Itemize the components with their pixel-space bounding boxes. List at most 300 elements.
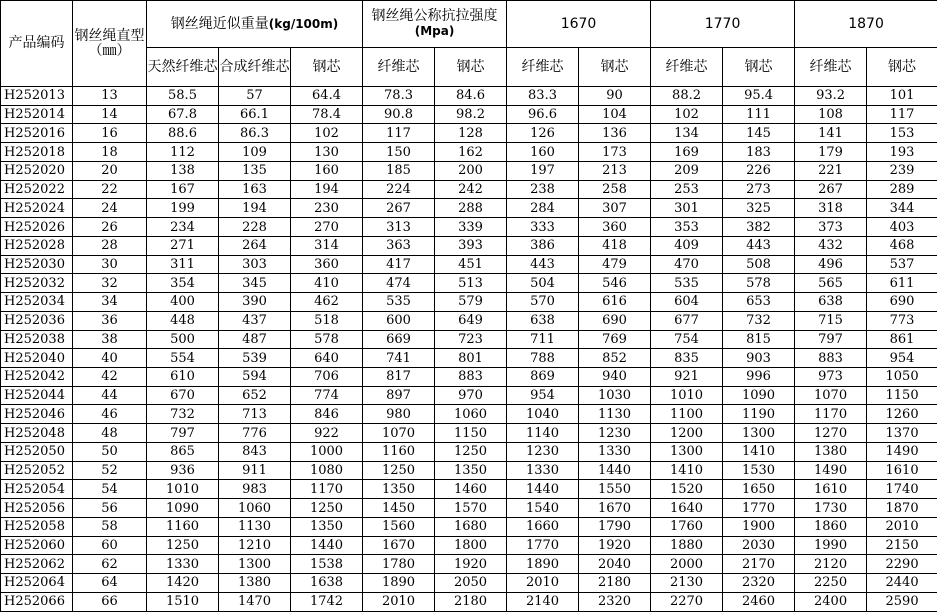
cell-grade1870-fiber: 883 <box>795 349 867 368</box>
cell-diameter: 54 <box>73 480 147 499</box>
cell-product-code: H252028 <box>1 236 73 255</box>
cell-grade1870-fiber: 797 <box>795 330 867 349</box>
table-row <box>1 293 937 312</box>
cell-weight-synthetic-fiber: 1300 <box>219 555 291 574</box>
cell-diameter: 60 <box>73 536 147 555</box>
table-body <box>1 87 937 612</box>
cell-grade1770-steel: 2030 <box>723 536 795 555</box>
cell-diameter: 62 <box>73 555 147 574</box>
cell-grade1670-steel: 1330 <box>579 442 651 461</box>
cell-product-code: H252050 <box>1 442 73 461</box>
cell-weight-steel: 462 <box>291 293 363 312</box>
cell-grade1870-fiber: 179 <box>795 143 867 162</box>
cell-weight-synthetic-fiber: 57 <box>219 87 291 106</box>
cell-product-code: H252030 <box>1 255 73 274</box>
cell-weight-synthetic-fiber: 303 <box>219 255 291 274</box>
cell-grade1770-steel: 2170 <box>723 555 795 574</box>
cell-grade1870-steel: 403 <box>867 218 937 237</box>
cell-weight-steel: 64.4 <box>291 87 363 106</box>
cell-product-code: H252026 <box>1 218 73 237</box>
cell-weight-steel: 846 <box>291 405 363 424</box>
cell-weight-synthetic-fiber: 228 <box>219 218 291 237</box>
cell-diameter: 58 <box>73 517 147 536</box>
cell-grade1770-fiber: 2130 <box>651 574 723 593</box>
cell-grade1870-steel: 690 <box>867 293 937 312</box>
cell-weight-synthetic-fiber: 911 <box>219 461 291 480</box>
cell-grade1770-fiber: 169 <box>651 143 723 162</box>
header-natural-fiber-core: 天然纤维芯 <box>147 48 219 87</box>
cell-weight-steel: 774 <box>291 386 363 405</box>
cell-strength-fiber: 1070 <box>363 424 435 443</box>
cell-grade1870-steel: 153 <box>867 124 937 143</box>
table-row <box>1 349 937 368</box>
cell-grade1870-fiber: 373 <box>795 218 867 237</box>
cell-weight-natural-fiber: 138 <box>147 161 219 180</box>
cell-grade1670-fiber: 160 <box>507 143 579 162</box>
cell-grade1770-steel: 2460 <box>723 592 795 611</box>
cell-grade1770-fiber: 1010 <box>651 386 723 405</box>
cell-grade1870-steel: 193 <box>867 143 937 162</box>
cell-weight-steel: 194 <box>291 180 363 199</box>
cell-weight-steel: 78.4 <box>291 105 363 124</box>
table-row <box>1 143 937 162</box>
cell-weight-synthetic-fiber: 390 <box>219 293 291 312</box>
cell-grade1770-fiber: 835 <box>651 349 723 368</box>
cell-grade1870-steel: 344 <box>867 199 937 218</box>
header-grade-1770: 1770 <box>651 1 795 48</box>
cell-grade1870-fiber: 1070 <box>795 386 867 405</box>
cell-weight-steel: 640 <box>291 349 363 368</box>
header-strength-group: 钢丝绳公称抗拉强度 (Mpa) <box>363 1 507 48</box>
cell-grade1770-steel: 1090 <box>723 386 795 405</box>
cell-weight-natural-fiber: 112 <box>147 143 219 162</box>
cell-strength-fiber: 1350 <box>363 480 435 499</box>
cell-product-code: H252036 <box>1 311 73 330</box>
header-steel-core: 钢芯 <box>867 48 937 87</box>
cell-grade1770-steel: 508 <box>723 255 795 274</box>
cell-product-code: H252048 <box>1 424 73 443</box>
cell-diameter: 22 <box>73 180 147 199</box>
cell-weight-synthetic-fiber: 345 <box>219 274 291 293</box>
cell-grade1670-fiber: 1540 <box>507 499 579 518</box>
cell-weight-synthetic-fiber: 776 <box>219 424 291 443</box>
cell-grade1870-fiber: 1170 <box>795 405 867 424</box>
cell-grade1770-steel: 1410 <box>723 442 795 461</box>
cell-grade1870-steel: 1370 <box>867 424 937 443</box>
cell-diameter: 18 <box>73 143 147 162</box>
cell-weight-natural-fiber: 448 <box>147 311 219 330</box>
cell-strength-fiber: 267 <box>363 199 435 218</box>
cell-grade1670-steel: 2320 <box>579 592 651 611</box>
cell-grade1770-fiber: 1300 <box>651 442 723 461</box>
cell-strength-fiber: 1560 <box>363 517 435 536</box>
cell-grade1770-fiber: 1880 <box>651 536 723 555</box>
cell-grade1670-steel: 136 <box>579 124 651 143</box>
cell-weight-synthetic-fiber: 1130 <box>219 517 291 536</box>
header-product-code: 产品编码 <box>1 1 73 87</box>
cell-weight-natural-fiber: 199 <box>147 199 219 218</box>
cell-weight-steel: 578 <box>291 330 363 349</box>
cell-grade1870-fiber: 496 <box>795 255 867 274</box>
cell-diameter: 28 <box>73 236 147 255</box>
cell-grade1870-fiber: 108 <box>795 105 867 124</box>
table-row <box>1 330 937 349</box>
cell-weight-synthetic-fiber: 86.3 <box>219 124 291 143</box>
cell-weight-steel: 922 <box>291 424 363 443</box>
header-fiber-core: 纤维芯 <box>507 48 579 87</box>
cell-grade1670-fiber: 1890 <box>507 555 579 574</box>
cell-diameter: 32 <box>73 274 147 293</box>
cell-product-code: H252042 <box>1 368 73 387</box>
cell-strength-steel: 393 <box>435 236 507 255</box>
cell-grade1770-fiber: 1100 <box>651 405 723 424</box>
cell-grade1770-steel: 1300 <box>723 424 795 443</box>
cell-diameter: 20 <box>73 161 147 180</box>
table-row <box>1 124 937 143</box>
cell-grade1870-steel: 2150 <box>867 536 937 555</box>
cell-grade1870-fiber: 221 <box>795 161 867 180</box>
cell-weight-synthetic-fiber: 594 <box>219 368 291 387</box>
cell-strength-steel: 200 <box>435 161 507 180</box>
cell-grade1670-fiber: 1770 <box>507 536 579 555</box>
cell-product-code: H252014 <box>1 105 73 124</box>
cell-grade1670-fiber: 333 <box>507 218 579 237</box>
cell-grade1770-fiber: 353 <box>651 218 723 237</box>
cell-grade1870-steel: 2290 <box>867 555 937 574</box>
table-row <box>1 87 937 106</box>
cell-strength-fiber: 2010 <box>363 592 435 611</box>
cell-grade1770-steel: 1900 <box>723 517 795 536</box>
cell-weight-steel: 230 <box>291 199 363 218</box>
cell-weight-natural-fiber: 234 <box>147 218 219 237</box>
cell-grade1670-fiber: 711 <box>507 330 579 349</box>
cell-grade1870-steel: 101 <box>867 87 937 106</box>
cell-strength-steel: 1800 <box>435 536 507 555</box>
cell-grade1670-fiber: 638 <box>507 311 579 330</box>
cell-weight-steel: 1538 <box>291 555 363 574</box>
cell-strength-fiber: 150 <box>363 143 435 162</box>
cell-grade1870-fiber: 2120 <box>795 555 867 574</box>
cell-grade1770-fiber: 409 <box>651 236 723 255</box>
cell-grade1670-steel: 418 <box>579 236 651 255</box>
cell-weight-steel: 1170 <box>291 480 363 499</box>
cell-strength-steel: 2050 <box>435 574 507 593</box>
cell-strength-fiber: 1670 <box>363 536 435 555</box>
cell-strength-steel: 162 <box>435 143 507 162</box>
cell-weight-natural-fiber: 797 <box>147 424 219 443</box>
cell-grade1670-fiber: 386 <box>507 236 579 255</box>
cell-grade1870-steel: 1740 <box>867 480 937 499</box>
table-row <box>1 442 937 461</box>
table-row <box>1 536 937 555</box>
cell-grade1770-fiber: 301 <box>651 199 723 218</box>
cell-strength-fiber: 1450 <box>363 499 435 518</box>
cell-grade1670-steel: 940 <box>579 368 651 387</box>
cell-product-code: H252038 <box>1 330 73 349</box>
cell-grade1870-fiber: 1270 <box>795 424 867 443</box>
cell-grade1770-steel: 95.4 <box>723 87 795 106</box>
cell-grade1770-steel: 578 <box>723 274 795 293</box>
cell-weight-synthetic-fiber: 652 <box>219 386 291 405</box>
cell-strength-fiber: 1780 <box>363 555 435 574</box>
cell-grade1770-fiber: 88.2 <box>651 87 723 106</box>
cell-grade1670-steel: 1030 <box>579 386 651 405</box>
cell-weight-natural-fiber: 500 <box>147 330 219 349</box>
cell-grade1870-steel: 861 <box>867 330 937 349</box>
cell-product-code: H252016 <box>1 124 73 143</box>
cell-strength-steel: 339 <box>435 218 507 237</box>
cell-grade1870-steel: 1870 <box>867 499 937 518</box>
cell-strength-steel: 1680 <box>435 517 507 536</box>
cell-weight-natural-fiber: 167 <box>147 180 219 199</box>
cell-grade1870-steel: 954 <box>867 349 937 368</box>
cell-strength-steel: 128 <box>435 124 507 143</box>
cell-grade1770-steel: 1650 <box>723 480 795 499</box>
cell-diameter: 44 <box>73 386 147 405</box>
cell-strength-steel: 1460 <box>435 480 507 499</box>
table-row <box>1 517 937 536</box>
cell-grade1870-steel: 2010 <box>867 517 937 536</box>
cell-weight-steel: 1350 <box>291 517 363 536</box>
table-row <box>1 161 937 180</box>
cell-grade1670-steel: 2180 <box>579 574 651 593</box>
cell-grade1670-fiber: 443 <box>507 255 579 274</box>
cell-grade1670-fiber: 83.3 <box>507 87 579 106</box>
cell-grade1670-steel: 2040 <box>579 555 651 574</box>
cell-diameter: 38 <box>73 330 147 349</box>
cell-grade1770-steel: 815 <box>723 330 795 349</box>
cell-strength-fiber: 897 <box>363 386 435 405</box>
cell-strength-fiber: 669 <box>363 330 435 349</box>
table-row <box>1 274 937 293</box>
cell-product-code: H252034 <box>1 293 73 312</box>
table-row <box>1 236 937 255</box>
cell-diameter: 46 <box>73 405 147 424</box>
cell-grade1870-steel: 2440 <box>867 574 937 593</box>
cell-grade1870-fiber: 318 <box>795 199 867 218</box>
cell-diameter: 16 <box>73 124 147 143</box>
cell-grade1770-steel: 145 <box>723 124 795 143</box>
cell-diameter: 66 <box>73 592 147 611</box>
cell-diameter: 42 <box>73 368 147 387</box>
cell-product-code: H252040 <box>1 349 73 368</box>
cell-weight-synthetic-fiber: 66.1 <box>219 105 291 124</box>
cell-grade1770-steel: 183 <box>723 143 795 162</box>
cell-weight-synthetic-fiber: 539 <box>219 349 291 368</box>
cell-strength-fiber: 1250 <box>363 461 435 480</box>
cell-grade1870-fiber: 1380 <box>795 442 867 461</box>
cell-product-code: H252056 <box>1 499 73 518</box>
cell-diameter: 13 <box>73 87 147 106</box>
cell-diameter: 48 <box>73 424 147 443</box>
cell-grade1670-fiber: 1230 <box>507 442 579 461</box>
cell-grade1670-steel: 104 <box>579 105 651 124</box>
cell-weight-synthetic-fiber: 713 <box>219 405 291 424</box>
cell-grade1670-steel: 546 <box>579 274 651 293</box>
cell-grade1670-fiber: 2010 <box>507 574 579 593</box>
cell-grade1670-fiber: 504 <box>507 274 579 293</box>
cell-strength-fiber: 224 <box>363 180 435 199</box>
cell-weight-steel: 1440 <box>291 536 363 555</box>
cell-product-code: H252032 <box>1 274 73 293</box>
cell-grade1670-steel: 1550 <box>579 480 651 499</box>
cell-strength-fiber: 1890 <box>363 574 435 593</box>
cell-grade1670-steel: 1230 <box>579 424 651 443</box>
cell-grade1870-fiber: 2400 <box>795 592 867 611</box>
table-row <box>1 499 937 518</box>
cell-strength-fiber: 600 <box>363 311 435 330</box>
cell-grade1670-fiber: 1140 <box>507 424 579 443</box>
cell-strength-steel: 970 <box>435 386 507 405</box>
cell-grade1770-steel: 653 <box>723 293 795 312</box>
cell-weight-synthetic-fiber: 135 <box>219 161 291 180</box>
cell-grade1770-steel: 443 <box>723 236 795 255</box>
cell-weight-natural-fiber: 67.8 <box>147 105 219 124</box>
cell-product-code: H252046 <box>1 405 73 424</box>
cell-grade1870-steel: 468 <box>867 236 937 255</box>
cell-grade1670-fiber: 197 <box>507 161 579 180</box>
cell-grade1770-fiber: 1520 <box>651 480 723 499</box>
cell-product-code: H252052 <box>1 461 73 480</box>
cell-strength-steel: 1250 <box>435 442 507 461</box>
cell-strength-steel: 1920 <box>435 555 507 574</box>
cell-grade1870-steel: 537 <box>867 255 937 274</box>
cell-strength-steel: 801 <box>435 349 507 368</box>
cell-strength-fiber: 817 <box>363 368 435 387</box>
cell-grade1870-steel: 2590 <box>867 592 937 611</box>
cell-strength-steel: 98.2 <box>435 105 507 124</box>
cell-grade1870-steel: 1610 <box>867 461 937 480</box>
cell-grade1870-fiber: 1860 <box>795 517 867 536</box>
cell-weight-natural-fiber: 1160 <box>147 517 219 536</box>
cell-diameter: 50 <box>73 442 147 461</box>
cell-strength-fiber: 741 <box>363 349 435 368</box>
cell-diameter: 34 <box>73 293 147 312</box>
cell-grade1870-steel: 289 <box>867 180 937 199</box>
cell-grade1770-fiber: 102 <box>651 105 723 124</box>
cell-grade1870-steel: 1150 <box>867 386 937 405</box>
cell-grade1870-fiber: 1990 <box>795 536 867 555</box>
cell-weight-natural-fiber: 58.5 <box>147 87 219 106</box>
cell-strength-fiber: 980 <box>363 405 435 424</box>
cell-grade1670-fiber: 96.6 <box>507 105 579 124</box>
cell-grade1870-steel: 611 <box>867 274 937 293</box>
cell-weight-natural-fiber: 670 <box>147 386 219 405</box>
cell-grade1770-steel: 1770 <box>723 499 795 518</box>
cell-diameter: 64 <box>73 574 147 593</box>
cell-grade1670-steel: 690 <box>579 311 651 330</box>
cell-grade1770-steel: 382 <box>723 218 795 237</box>
cell-grade1870-fiber: 638 <box>795 293 867 312</box>
cell-strength-steel: 513 <box>435 274 507 293</box>
cell-grade1670-steel: 1670 <box>579 499 651 518</box>
cell-grade1770-fiber: 1200 <box>651 424 723 443</box>
cell-grade1670-steel: 616 <box>579 293 651 312</box>
cell-grade1770-fiber: 209 <box>651 161 723 180</box>
cell-diameter: 30 <box>73 255 147 274</box>
cell-weight-steel: 1638 <box>291 574 363 593</box>
cell-weight-natural-fiber: 610 <box>147 368 219 387</box>
cell-weight-natural-fiber: 936 <box>147 461 219 480</box>
cell-grade1870-fiber: 973 <box>795 368 867 387</box>
header-steel-core: 钢芯 <box>435 48 507 87</box>
cell-grade1670-fiber: 238 <box>507 180 579 199</box>
cell-weight-synthetic-fiber: 487 <box>219 330 291 349</box>
cell-grade1870-fiber: 715 <box>795 311 867 330</box>
cell-product-code: H252018 <box>1 143 73 162</box>
cell-diameter: 36 <box>73 311 147 330</box>
header-diameter: 钢丝绳直型（㎜） <box>73 1 147 87</box>
cell-weight-synthetic-fiber: 194 <box>219 199 291 218</box>
cell-weight-synthetic-fiber: 109 <box>219 143 291 162</box>
cell-product-code: H252022 <box>1 180 73 199</box>
table-row <box>1 555 937 574</box>
cell-weight-natural-fiber: 1250 <box>147 536 219 555</box>
table-row <box>1 461 937 480</box>
cell-grade1870-steel: 1490 <box>867 442 937 461</box>
cell-grade1870-steel: 1260 <box>867 405 937 424</box>
cell-grade1770-fiber: 470 <box>651 255 723 274</box>
cell-strength-fiber: 474 <box>363 274 435 293</box>
cell-grade1670-fiber: 2140 <box>507 592 579 611</box>
cell-grade1870-fiber: 1610 <box>795 480 867 499</box>
cell-weight-natural-fiber: 311 <box>147 255 219 274</box>
table-row <box>1 424 937 443</box>
cell-strength-steel: 1150 <box>435 424 507 443</box>
cell-product-code: H252020 <box>1 161 73 180</box>
header-grade-1870: 1870 <box>795 1 937 48</box>
cell-grade1870-steel: 1050 <box>867 368 937 387</box>
table-row <box>1 386 937 405</box>
cell-strength-fiber: 117 <box>363 124 435 143</box>
cell-weight-steel: 1080 <box>291 461 363 480</box>
cell-grade1770-steel: 903 <box>723 349 795 368</box>
cell-strength-fiber: 535 <box>363 293 435 312</box>
cell-weight-natural-fiber: 88.6 <box>147 124 219 143</box>
cell-grade1770-steel: 1530 <box>723 461 795 480</box>
cell-weight-natural-fiber: 732 <box>147 405 219 424</box>
cell-grade1670-steel: 1440 <box>579 461 651 480</box>
cell-grade1670-fiber: 1330 <box>507 461 579 480</box>
cell-strength-steel: 451 <box>435 255 507 274</box>
cell-weight-steel: 270 <box>291 218 363 237</box>
cell-weight-natural-fiber: 1010 <box>147 480 219 499</box>
cell-grade1870-fiber: 93.2 <box>795 87 867 106</box>
cell-weight-synthetic-fiber: 1380 <box>219 574 291 593</box>
cell-strength-steel: 84.6 <box>435 87 507 106</box>
cell-grade1770-steel: 1190 <box>723 405 795 424</box>
cell-strength-fiber: 1160 <box>363 442 435 461</box>
cell-weight-steel: 1000 <box>291 442 363 461</box>
cell-grade1670-steel: 90 <box>579 87 651 106</box>
cell-weight-steel: 102 <box>291 124 363 143</box>
cell-product-code: H252064 <box>1 574 73 593</box>
cell-grade1670-steel: 307 <box>579 199 651 218</box>
cell-product-code: H252054 <box>1 480 73 499</box>
cell-weight-synthetic-fiber: 1060 <box>219 499 291 518</box>
cell-strength-steel: 723 <box>435 330 507 349</box>
header-synthetic-fiber-core: 合成纤维芯 <box>219 48 291 87</box>
header-steel-core: 钢芯 <box>723 48 795 87</box>
cell-grade1870-steel: 117 <box>867 105 937 124</box>
cell-weight-natural-fiber: 400 <box>147 293 219 312</box>
cell-grade1770-steel: 226 <box>723 161 795 180</box>
cell-weight-synthetic-fiber: 1470 <box>219 592 291 611</box>
cell-grade1770-steel: 273 <box>723 180 795 199</box>
cell-weight-synthetic-fiber: 983 <box>219 480 291 499</box>
cell-grade1870-fiber: 2250 <box>795 574 867 593</box>
cell-weight-natural-fiber: 1090 <box>147 499 219 518</box>
